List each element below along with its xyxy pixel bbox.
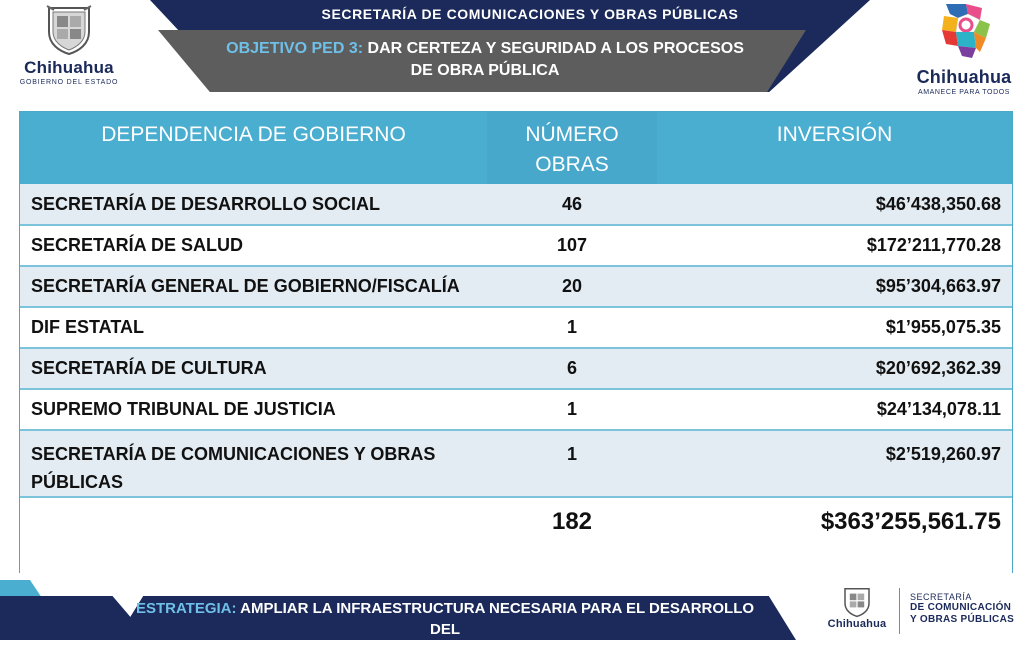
logo-name: Chihuahua [24, 58, 114, 77]
obras-cell: 107 [487, 225, 657, 266]
dependencia-cell: SECRETARÍA GENERAL DE GOBIERNO/FISCALÍA [20, 266, 487, 307]
logo-subtitle: GOBIERNO DEL ESTADO [19, 79, 119, 86]
obras-cell: 20 [487, 266, 657, 307]
strategy-label: ESTRATEGIA: [135, 600, 237, 617]
logo-subtitle: AMANECE PARA TODOS [917, 89, 1011, 96]
table-row [20, 307, 1012, 348]
inversion-cell: $24’134,078.11 [657, 389, 1012, 430]
dependencia-cell: DIF ESTATAL [20, 307, 487, 348]
total-row [20, 497, 1012, 573]
amanece-logo [906, 0, 1022, 96]
dependencia-cell: SECRETARÍA DE CULTURA [20, 348, 487, 389]
dependency-line1: SECRETARÍA [910, 592, 972, 602]
gobierno-logo [14, 4, 124, 90]
logo-name: Chihuahua [916, 67, 1012, 87]
table-row [20, 348, 1012, 389]
table-header-row [20, 112, 1012, 184]
objective-line2: DE OBRA PÚBLICA [410, 62, 560, 79]
dependencia-cell: SECRETARÍA DE SALUD [20, 225, 487, 266]
total-inversion: $363’255,561.75 [657, 497, 1012, 573]
strategy-line2: ESTADO EN SUS DIFERENTES VERTIENTES. [283, 642, 607, 659]
inversion-cell: $1’955,075.35 [657, 307, 1012, 348]
inversion-cell: $46’438,350.68 [657, 184, 1012, 225]
dependencia-line1: SECRETARÍA DE COMUNICACIONES Y OBRAS [31, 444, 436, 464]
column-header-numero [487, 112, 657, 184]
strategy-line1: AMPLIAR LA INFRAESTRUCTURA NECESARIA PARA EL DESARROLLO DEL [240, 600, 755, 638]
total-obras: 182 [487, 497, 657, 573]
obras-cell: 6 [487, 348, 657, 389]
objective-label: OBJETIVO PED 3: [226, 40, 364, 57]
coat-of-arms-icon [44, 4, 94, 56]
dependencia-line2: PÚBLICAS [31, 472, 124, 492]
total-label-cell [20, 497, 487, 573]
footer-divider [899, 588, 900, 634]
column-header-inversion: INVERSIÓN [657, 112, 1012, 184]
footer-dependency [910, 592, 1022, 626]
chihuahua-map-icon [936, 0, 992, 62]
obras-cell: 1 [487, 389, 657, 430]
dependency-line2: DE COMUNICACIÓN [910, 602, 1012, 613]
inversion-cell: $95’304,663.97 [657, 266, 1012, 307]
footer-logo-name: Chihuahua [827, 618, 887, 630]
table-row [20, 184, 1012, 225]
column-header-numero-line1: NÚMERO [525, 123, 619, 146]
obras-cell: 46 [487, 184, 657, 225]
obras-cell: 1 [487, 307, 657, 348]
footer-gobierno-logo [826, 586, 888, 636]
column-header-numero-line2: OBRAS [535, 153, 609, 176]
table-row [20, 389, 1012, 430]
obras-cell: 1 [487, 430, 657, 497]
obras-table [19, 111, 1013, 573]
dependencia-cell [20, 430, 487, 497]
page-title: SECRETARÍA DE COMUNICACIONES Y OBRAS PÚBLICAS [321, 6, 739, 22]
strategy-text [130, 598, 760, 661]
objective-text [205, 38, 765, 82]
inversion-cell: $20’692,362.39 [657, 348, 1012, 389]
table-row [20, 225, 1012, 266]
objective-line1: DAR CERTEZA Y SEGURIDAD A LOS PROCESOS [367, 40, 744, 57]
dependencia-cell: SECRETARÍA DE DESARROLLO SOCIAL [20, 184, 487, 225]
inversion-cell: $2’519,260.97 [657, 430, 1012, 497]
dependency-line3: Y OBRAS PÚBLICAS [910, 614, 1015, 625]
inversion-cell: $172’211,770.28 [657, 225, 1012, 266]
column-header-dependencia: DEPENDENCIA DE GOBIERNO [20, 112, 487, 184]
table-row [20, 266, 1012, 307]
coat-of-arms-icon [842, 586, 872, 618]
footer-accent-stripe [0, 580, 150, 598]
table-row [20, 430, 1012, 497]
dependencia-cell: SUPREMO TRIBUNAL DE JUSTICIA [20, 389, 487, 430]
